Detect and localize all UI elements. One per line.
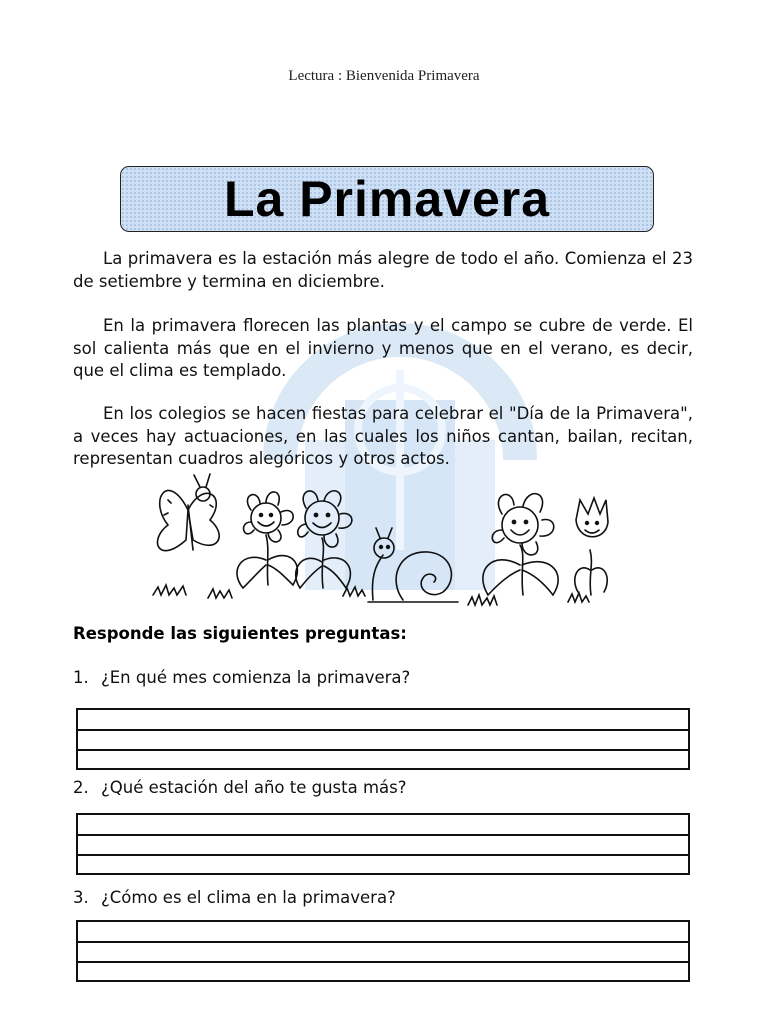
flower-drawing xyxy=(483,494,558,595)
paragraph-1: La primavera es la estación más alegre de todo el año. Comienza el 23 de setiembre y termina en diciembre. xyxy=(73,249,693,291)
paragraph-3: En los colegios se hacen fiestas para celebrar el "Día de la Primavera", a veces hay actuaciones, en las cuales los niños cantan, bailan, recitan, representan cuadros alegóricos y otros actos. xyxy=(73,404,693,468)
snail-drawing xyxy=(368,528,458,602)
answer-line xyxy=(78,834,688,836)
answer-line xyxy=(78,941,688,943)
paragraph-2: En la primavera florecen las plantas y el campo se cubre de verde. El sol calienta más que en el invierno y menos que en el verano, es decir, que el clima es templado. xyxy=(73,316,693,380)
question-text: ¿En qué mes comienza la primavera? xyxy=(101,668,411,687)
questions-heading: Responde las siguientes preguntas: xyxy=(73,624,407,643)
spring-flowers-illustration xyxy=(148,470,620,622)
question-text: ¿Qué estación del año te gusta más? xyxy=(101,778,407,797)
flower-drawing xyxy=(237,492,297,588)
question-3 xyxy=(73,888,396,907)
flower-drawing xyxy=(296,491,352,588)
butterfly-drawing xyxy=(158,474,220,551)
answer-box-1[interactable] xyxy=(76,708,690,770)
answer-line xyxy=(78,961,688,963)
page-header: Lectura : Bienvenida Primavera xyxy=(288,68,480,84)
question-number: 3. xyxy=(73,888,89,907)
answer-box-2[interactable] xyxy=(76,813,690,875)
answer-line xyxy=(78,729,688,731)
answer-line xyxy=(78,854,688,856)
question-number: 1. xyxy=(73,668,89,687)
question-1 xyxy=(73,668,410,687)
tulip-drawing xyxy=(575,498,608,595)
question-2 xyxy=(73,778,407,797)
question-number: 2. xyxy=(73,778,89,797)
answer-line xyxy=(78,749,688,751)
title-banner xyxy=(120,166,654,232)
page-title: La Primavera xyxy=(223,171,551,227)
answer-box-3[interactable] xyxy=(76,920,690,982)
question-text: ¿Cómo es el clima en la primavera? xyxy=(101,888,396,907)
